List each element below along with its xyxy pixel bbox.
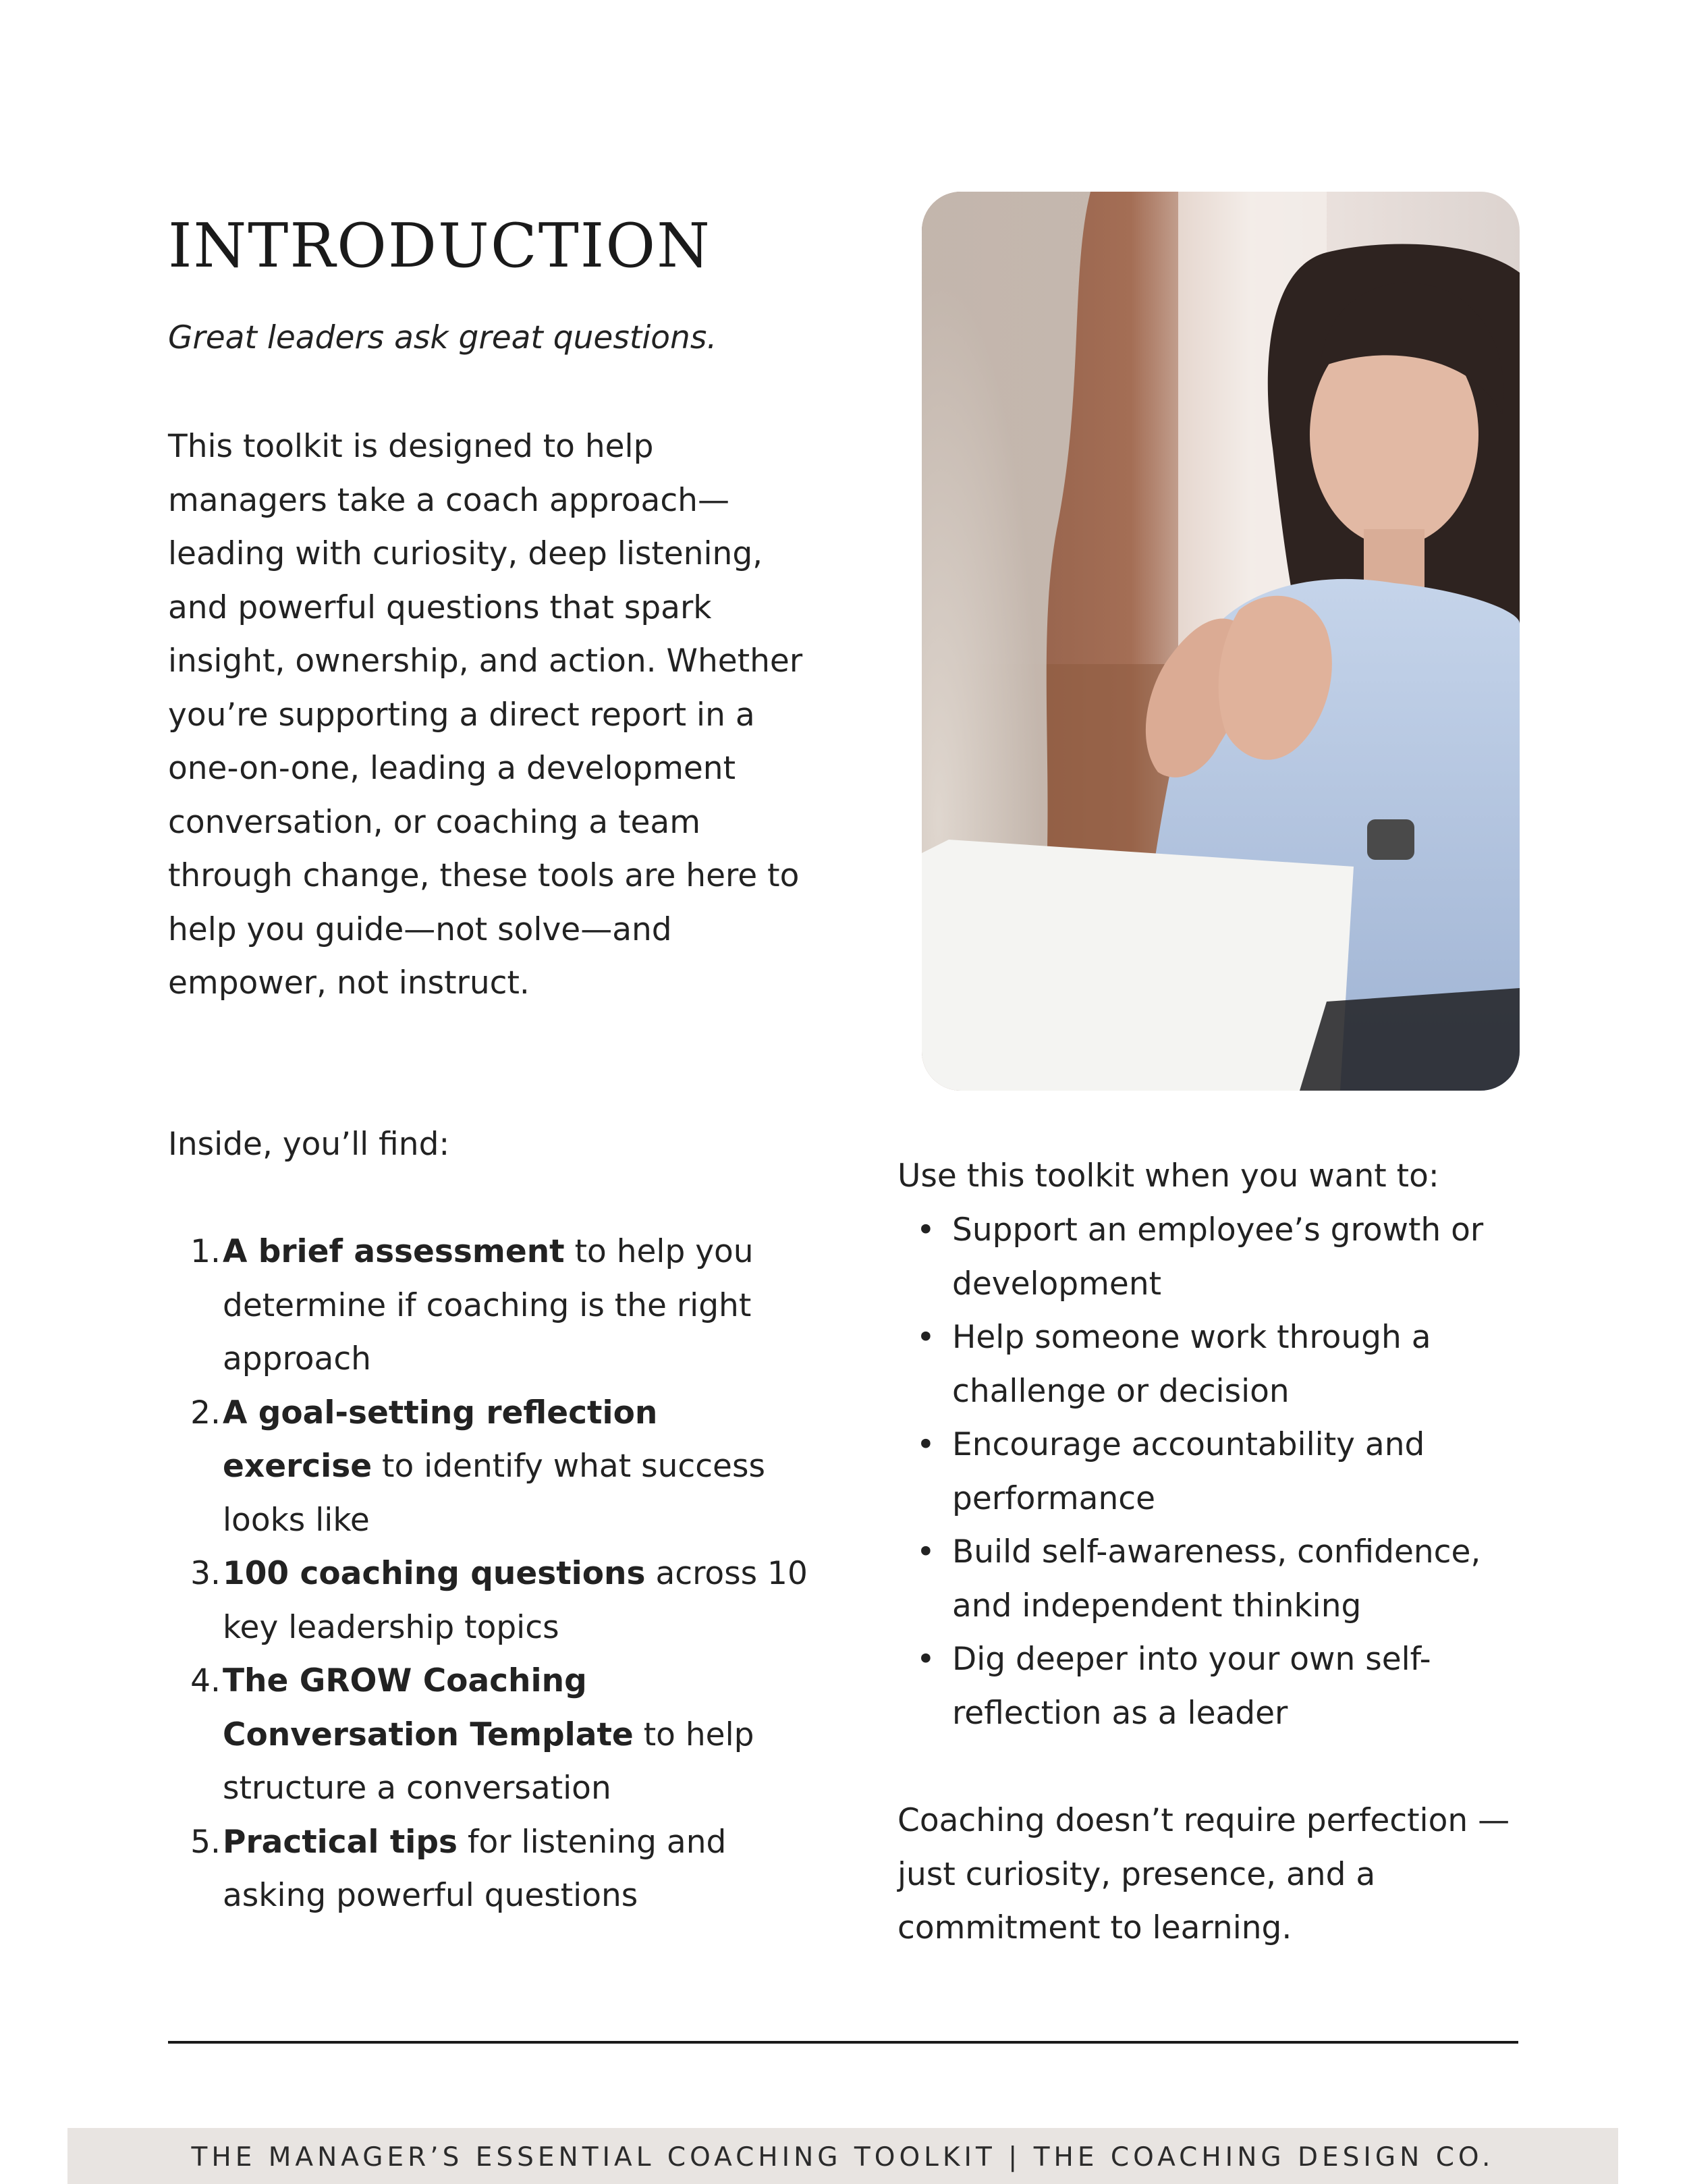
list-item-highlight: The GROW Coaching Conversation Template <box>223 1662 634 1753</box>
find-list-item <box>168 1386 816 1548</box>
list-item-highlight: A brief assessment <box>223 1233 565 1270</box>
list-item-highlight: A goal-setting reflection exercise <box>223 1394 658 1485</box>
bullet-icon: • <box>916 1641 935 1678</box>
usage-list-item <box>897 1418 1545 1525</box>
bullet-icon: • <box>916 1533 935 1571</box>
usage-item-text: Help someone work through a challenge or decision <box>952 1319 1431 1410</box>
list-number: 3. <box>190 1555 221 1592</box>
usage-item-text: Encourage accountability and performance <box>952 1426 1425 1517</box>
list-number: 5. <box>190 1823 221 1861</box>
page-title: INTRODUCTION <box>168 211 711 281</box>
find-list-item <box>168 1225 816 1386</box>
usage-label: Use this toolkit when you want to: <box>897 1157 1439 1195</box>
list-item-highlight: 100 coaching questions <box>223 1555 646 1592</box>
bullet-icon: • <box>916 1426 935 1463</box>
photo-woman-coaching-icon <box>922 192 1520 1091</box>
bullet-icon: • <box>916 1319 935 1356</box>
list-item-text: for listening and asking powerful questions <box>223 1823 727 1914</box>
usage-list-item <box>897 1311 1545 1418</box>
list-item-text: across 10 key leadership topics <box>223 1555 808 1646</box>
bullet-icon: • <box>916 1211 935 1249</box>
intro-paragraph: This toolkit is designed to help managers take a coach approach— leading with curiosity, deep listening, and powerful questions that spark insight, ownership, and action. Whether you’re supporting a direct report in a one-on-one, leading a development conversation, or coaching a team through change, these tools are here to help you guide—not solve—and empower, not instruct. <box>168 428 803 1002</box>
usage-item-text: Support an employee’s growth or development <box>952 1211 1484 1303</box>
find-list-item <box>168 1816 816 1923</box>
usage-list-item <box>897 1525 1545 1633</box>
list-number: 2. <box>190 1394 221 1431</box>
usage-item-text: Dig deeper into your own self-reflection as a leader <box>952 1641 1431 1732</box>
coaching-photo <box>922 192 1520 1091</box>
closing-paragraph: Coaching doesn’t require perfection —just curiosity, presence, and a commitment to learning. <box>897 1802 1510 1946</box>
list-item-text: to identify what success looks like <box>223 1448 765 1539</box>
tagline: Great leaders ask great questions. <box>168 319 717 356</box>
list-item-highlight: Practical tips <box>223 1823 458 1861</box>
usage-list-item <box>897 1633 1545 1740</box>
usage-list-item <box>897 1203 1545 1311</box>
list-item-text: to help structure a conversation <box>223 1716 754 1807</box>
usage-list <box>897 1203 1545 1740</box>
list-number: 1. <box>190 1233 221 1270</box>
find-list-item <box>168 1547 816 1654</box>
inside-label: Inside, you’ll find: <box>168 1126 450 1163</box>
find-list <box>168 1225 816 1923</box>
find-list-item <box>168 1654 816 1816</box>
list-item-text: to help you determine if coaching is the right approach <box>223 1233 754 1377</box>
usage-item-text: Build self-awareness, confidence, and independent thinking <box>952 1533 1481 1625</box>
divider <box>168 2041 1518 2044</box>
footer-bar <box>67 2128 1618 2184</box>
footer-text: THE MANAGER’S ESSENTIAL COACHING TOOLKIT | THE COACHING DESIGN CO. <box>191 2142 1495 2173</box>
list-number: 4. <box>190 1662 221 1699</box>
